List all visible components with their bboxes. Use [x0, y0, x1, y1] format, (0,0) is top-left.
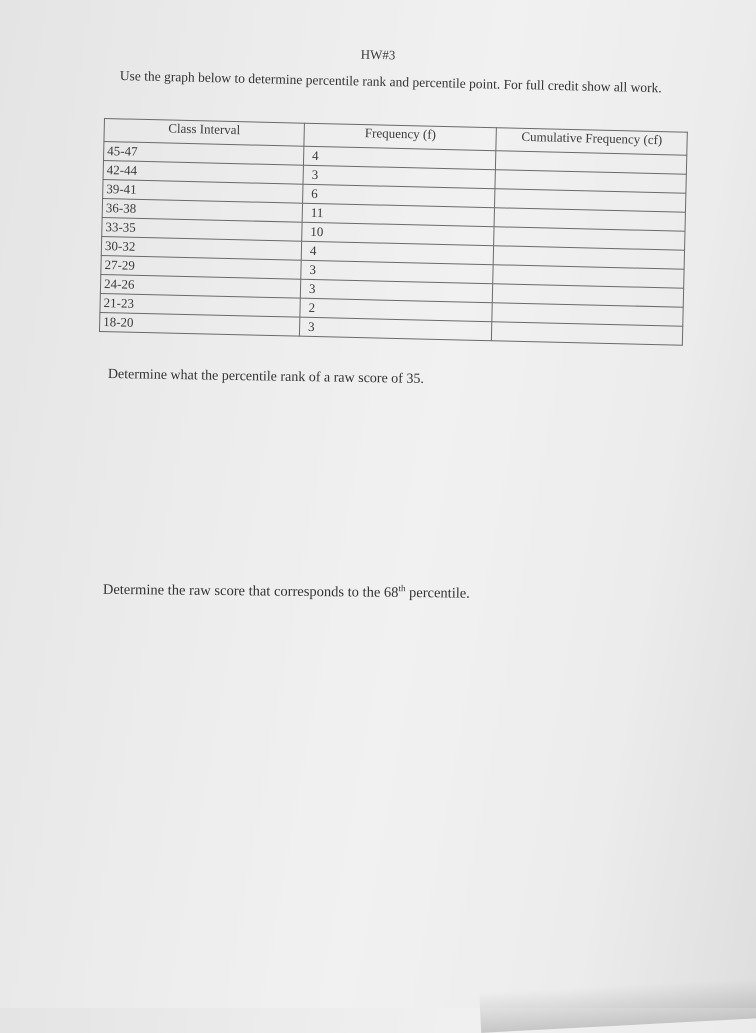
question-raw-score-text: Determine the raw score that corresponds to the 68 — [102, 581, 399, 601]
frequency-table — [99, 118, 688, 346]
question-raw-score-tail: percentile. — [405, 584, 470, 602]
class-interval-cell: 30-32 — [101, 236, 301, 260]
page-shadow — [479, 977, 756, 1033]
header-class-interval: Class Interval — [104, 119, 304, 147]
class-interval-cell: 39-41 — [103, 179, 303, 203]
class-interval-cell: 24-26 — [100, 274, 300, 298]
frequency-cell: 6 — [303, 184, 496, 208]
frequency-cell: 3 — [299, 317, 492, 341]
frequency-cell: 3 — [303, 165, 496, 189]
frequency-cell: 10 — [302, 222, 495, 246]
question-raw-score — [103, 580, 470, 603]
class-interval-cell: 27-29 — [101, 255, 301, 279]
class-interval-cell: 36-38 — [102, 198, 302, 222]
instructions-text: Use the graph below to determine percentile rank and percentile point. For full credit show all work. — [119, 68, 662, 96]
cumulative-frequency-cell[interactable] — [492, 322, 683, 345]
header-cumulative-frequency: Cumulative Frequency (cf) — [496, 128, 687, 155]
frequency-cell: 4 — [303, 146, 496, 170]
frequency-cell: 3 — [300, 279, 493, 303]
frequency-cell: 3 — [301, 260, 494, 284]
header-frequency: Frequency (f) — [304, 123, 497, 151]
class-interval-cell: 21-23 — [100, 293, 300, 317]
frequency-cell: 11 — [302, 203, 495, 227]
class-interval-cell: 45-47 — [103, 142, 303, 166]
frequency-cell: 4 — [301, 241, 494, 265]
question-percentile-rank: Determine what the percentile rank of a raw score of 35. — [107, 367, 424, 387]
frequency-cell: 2 — [300, 298, 493, 322]
page-title: HW#3 — [360, 46, 396, 63]
class-interval-cell: 18-20 — [99, 312, 299, 336]
class-interval-cell: 33-35 — [102, 217, 302, 241]
ordinal-suffix: th — [398, 583, 406, 594]
class-interval-cell: 42-44 — [103, 160, 303, 184]
